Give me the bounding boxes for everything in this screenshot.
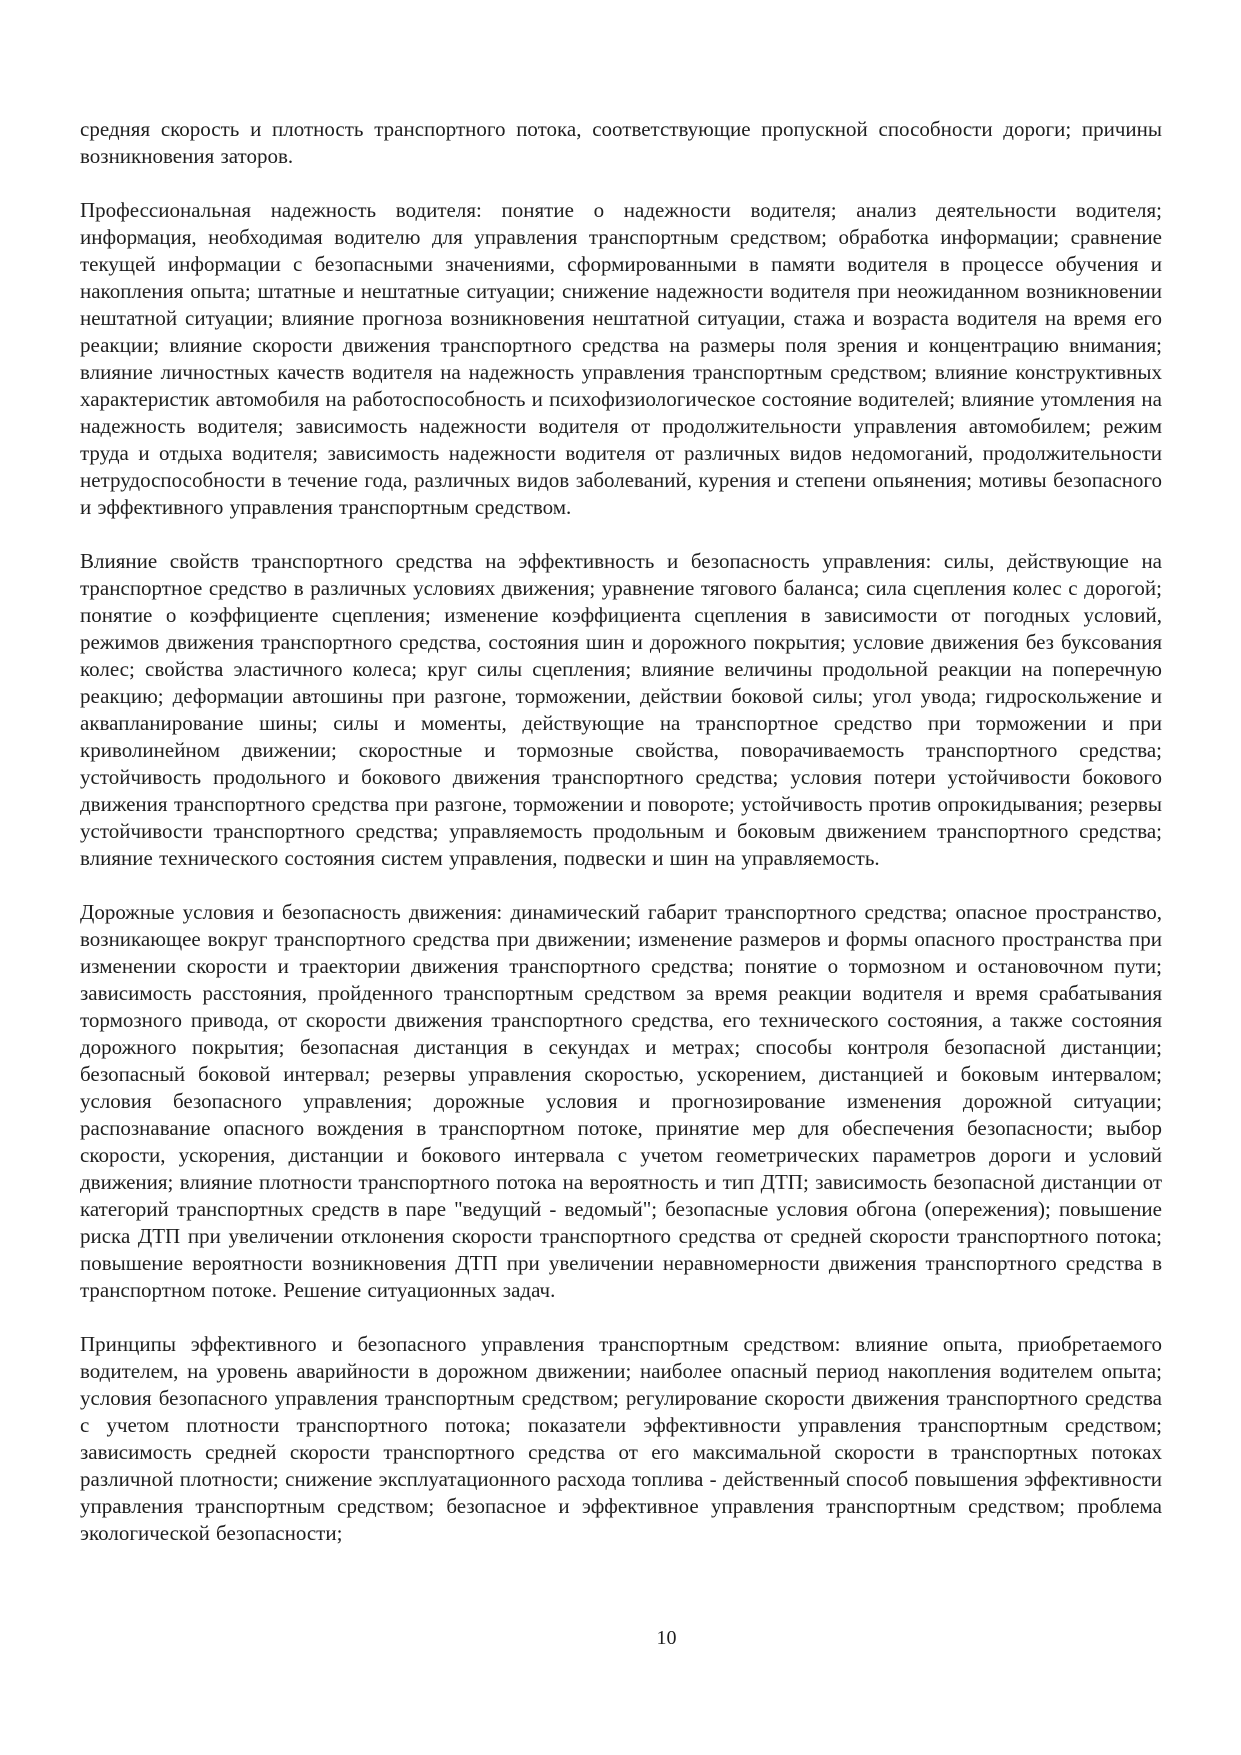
paragraph-road-conditions: Дорожные условия и безопасность движения: динамический габарит транспортного средства; опасное пространство, возникающее вокруг транспортного средства при движении; изменение размеров и формы опасного пространства при изменении скорости и траектории движения транспортного средства; понятие о тормозном и остановочном пути; зависимость расстояния, пройденного транспортным средством за время реакции водителя и время срабатывания тормозного привода, от скорости движения транспортного средства, его технического состояния, а также состояния дорожного покрытия; безопасная дистанция в секундах и метрах; способы контроля безопасной дистанции; безопасный боковой интервал; резервы управления скоростью, ускорением, дистанцией и боковым интервалом; условия безопасного управления; дорожные условия и прогнозирование изменения дорожной ситуации; распознавание опасного вождения в транспортном потоке, принятие мер для обеспечения безопасности; выбор скорости, ускорения, дистанции и бокового интервала с учетом геометрических параметров дороги и условий движения; влияние плотности транспортного потока на вероятность и тип ДТП; зависимость безопасной дистанции от категорий транспортных средств в паре "ведущий - ведомый"; безопасные условия обгона (опережения); повышение риска ДТП при увеличении отклонения скорости транспортного средства от средней скорости транспортного потока; повышение вероятности возникновения ДТП при увеличении неравномерности движения транспортного средства в транспортном потоке. Решение ситуационных задач. xyxy=(80,900,1162,1302)
paragraph-driver-reliability: Профессиональная надежность водителя: понятие о надежности водителя; анализ деятельности водителя; информация, необходимая водителю для управления транспортным средством; обработка информации; сравнение текущей информации с безопасными значениями, сформированными в памяти водителя в процессе обучения и накопления опыта; штатные и нештатные ситуации; снижение надежности водителя при неожиданном возникновении нештатной ситуации; влияние прогноза возникновения нештатной ситуации, стажа и возраста водителя на время его реакции; влияние скорости движения транспортного средства на размеры поля зрения и концентрацию внимания; влияние личностных качеств водителя на надежность управления транспортным средством; влияние конструктивных характеристик автомобиля на работоспособность и психофизиологическое состояние водителей; влияние утомления на надежность водителя; зависимость надежности водителя от продолжительности управления автомобилем; режим труда и отдыха водителя; зависимость надежности водителя от различных видов недомоганий, продолжительности нетрудоспособности в течение года, различных видов заболеваний, курения и степени опьянения; мотивы безопасного и эффективного управления транспортным средством. xyxy=(80,198,1162,519)
paragraph-traffic-flow: средняя скорость и плотность транспортного потока, соответствующие пропускной способности дороги; причины возникновения заторов. xyxy=(80,117,1162,168)
paragraph-driving-principles: Принципы эффективного и безопасного управления транспортным средством: влияние опыта, приобретаемого водителем, на уровень аварийности в дорожном движении; наиболее опасный период накопления водителем опыта; условия безопасного управления транспортным средством; регулирование скорости движения транспортного средства с учетом плотности транспортного потока; показатели эффективности управления транспортным средством; зависимость средней скорости транспортного средства от его максимальной скорости в транспортных потоках различной плотности; снижение эксплуатационного расхода топлива - действенный способ повышения эффективности управления транспортным средством; безопасное и эффективное управления транспортным средством; проблема экологической безопасности; xyxy=(80,1332,1162,1545)
page-number: 10 xyxy=(656,1627,677,1649)
paragraph-vehicle-properties: Влияние свойств транспортного средства на эффективность и безопасность управления: силы, действующие на транспортное средство в различных условиях движения; уравнение тягового баланса; сила сцепления колес с дорогой; понятие о коэффициенте сцепления; изменение коэффициента сцепления в зависимости от погодных условий, режимов движения транспортного средства, состояния шин и дорожного покрытия; условие движения без буксования колес; свойства эластичного колеса; круг силы сцепления; влияние величины продольной реакции на поперечную реакцию; деформации автошины при разгоне, торможении, действии боковой силы; угол увода; гидроскольжение и аквапланирование шины; силы и моменты, действующие на транспортное средство при торможении и при криволинейном движении; скоростные и тормозные свойства, поворачиваемость транспортного средства; устойчивость продольного и бокового движения транспортного средства; условия потери устойчивости бокового движения транспортного средства при разгоне, торможении и повороте; устойчивость против опрокидывания; резервы устойчивости транспортного средства; управляемость продольным и боковым движением транспортного средства; влияние технического состояния систем управления, подвески и шин на управляемость. xyxy=(80,549,1162,870)
